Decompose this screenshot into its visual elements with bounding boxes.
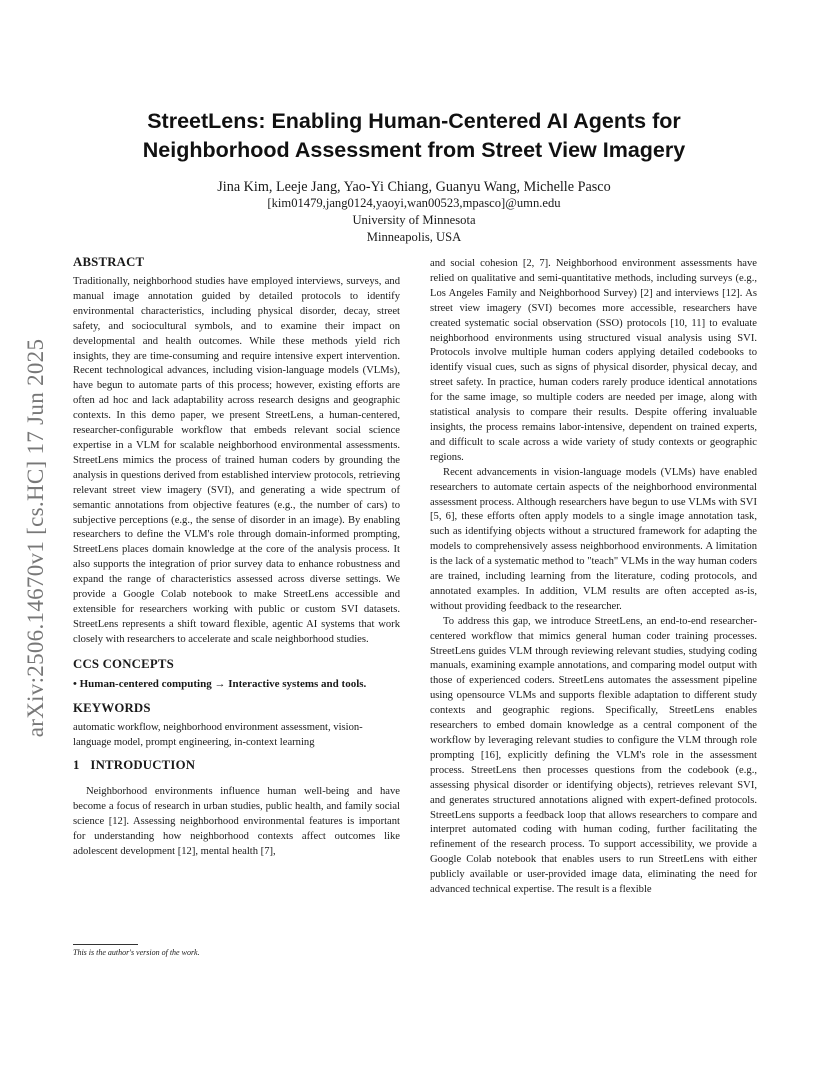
author-list: Jina Kim, Leeje Jang, Yao-Yi Chiang, Guanyu Wang, Michelle Pasco [217,179,611,195]
intro-paragraph-2: Recent advancements in vision-language models (VLMs) have enabled researchers to automate certain aspects of the neighborhood environmental assessment process. Although researchers have begun to use VLMs with SVI [5, 6], these efforts often apply models to a single image annotation task, such as identifying objects without a structured framework for adapting the models to comprehensively assess neighborhood environments. A limitation is the lack of a systematic method to "teach" VLMs in the way human coders are trained, including learning from the literature, coding protocols, and annotated examples. In addition, VLM results are often accepted as-is, without providing feedback to the researcher. [430,466,757,612]
arxiv-identifier [22,300,50,775]
keywords-text: automatic workflow, neighborhood environment assessment, vision-language model, prompt engineering, in-context learning [73,721,363,748]
abstract-heading: ABSTRACT [73,255,145,269]
footnote: This is the author's version of the work. [73,948,200,957]
intro-paragraph-3: To address this gap, we introduce StreetLens, an end-to-end researcher-centered workflow that mimics general human coder training processes. StreetLens guides VLM through reviewing relevant studies, studying coding manuals, examining example annotations, and comparing model output with those of experienced coders. StreetLens automates the assessment pipeline using opensource VLMs and supports flexible adaptation to different study contexts and geographic regions. Specifically, StreetLens enables researchers to embed domain knowledge as a central component of the workflow by leveraging relevant studies to configure the VLM through role prompting [16], explicitly defining the VLM's role in the assessment process. StreetLens then processes questions from the codebook (e.g., assessing physical disorder or identifying objects), retrieves relevant SVI, and generates structured annotations aligned with expert-defined protocols. StreetLens supports a feedback loop that allows researchers to compare and interpret automated coding with human coding, further facilitating the refinement of the research process. To support accessibility, we provide a Google Colab notebook that enables users to run StreetLens with either publicly available or user-provided image data, eliminating the need for advanced technical expertise. The result is a flexible [430,615,757,896]
arxiv-identifier-text: arXiv:2506.14670v1 [cs.HC] 17 Jun 2025 [23,338,48,737]
left-column [73,255,400,860]
author-emails: [kim01479,jang0124,yaoyi,wan00523,mpasco]@umn.edu [267,196,561,210]
ccs-concepts: • Human-centered computing → Interactive systems and tools. [73,677,367,690]
affiliation-block [90,195,738,246]
paper-title: StreetLens: Enabling Human-Centered AI Agents for Neighborhood Assessment from Street View Imagery [142,109,686,162]
footnote-rule [73,944,138,945]
keywords-heading: KEYWORDS [73,700,151,715]
section-number: 1 [73,758,80,773]
right-column [430,257,757,898]
affiliation: University of Minnesota [352,213,476,227]
location: Minneapolis, USA [366,230,462,244]
ccs-heading: CCS CONCEPTS [73,656,174,671]
introduction-heading [73,758,400,773]
intro-paragraph-1-continued: and social cohesion [2, 7]. Neighborhood environment assessments have relied on qualitative and semi-quantitative methods, including surveys (e.g., Los Angeles Family and Neighborhood Survey) [2] and interviews [12]. As street view imagery (SVI) becomes more accessible, researchers have created systematic social observation (SSO) protocols [10, 11] to evaluate neighborhood environments using structured visual analysis using SVI. Protocols involve multiple human coders applying detailed codebooks to identify visual cues, such as signs of physical disorder, physical decay, and street safety. In practice, human coders rarely produce identical annotations for the same image, so multiple coders are needed per image, along with statistical analysis to compare their results. Despite offering invaluable insights, the process remains labor-intensive, dependent on trained experts, and difficult to scale across a wide variety of study contexts or geographic regions. [430,258,757,463]
abstract-text: Traditionally, neighborhood studies have employed interviews, surveys, and manual image annotation guided by detailed protocols to identify environmental characteristics, including physical disorder, decay, street safety, and sociocultural symbols, and to examine their impact on developmental and health outcomes. While these methods yield rich insights, they are time-consuming and require intensive expert intervention. Recent technological advances, including vision-language models (VLMs), have begun to automate parts of this process; however, existing efforts are often ad hoc and lack adaptability across research designs and geographic contexts. In this demo paper, we present StreetLens, a human-centered, researcher-configurable workflow that embeds relevant social science expertise in a VLM for scalable neighborhood environmental assessments. StreetLens mimics the process of trained human coders by grounding the analysis in questions derived from established interview protocols, retrieving relevant street view imagery (SVI), and generating a wide spectrum of semantic annotations from objective features (e.g., the number of cars) to subjective perceptions (e.g., the sense of disorder in an image). By enabling researchers to define the VLM's role through domain-informed prompting, StreetLens places domain knowledge at the core of the analysis process. It also supports the integration of prior survey data to enhance robustness and expand the range of characteristics assessed across diverse settings. We provide a Google Colab notebook to make StreetLens accessible and extensible for researchers working with public or custom SVI datasets. StreetLens represents a shift toward flexible, agentic AI systems that work closely with researchers to accelerate and scale neighborhood studies. [73,276,400,645]
section-title: INTRODUCTION [90,758,196,773]
intro-paragraph-1: Neighborhood environments influence human well-being and have become a focus of research in urban studies, public health, and family social science [12]. Assessing neighborhood environmental features is important for understanding how neighborhood contexts affect outcomes like adolescent development [12], mental health [7], [73,786,400,858]
